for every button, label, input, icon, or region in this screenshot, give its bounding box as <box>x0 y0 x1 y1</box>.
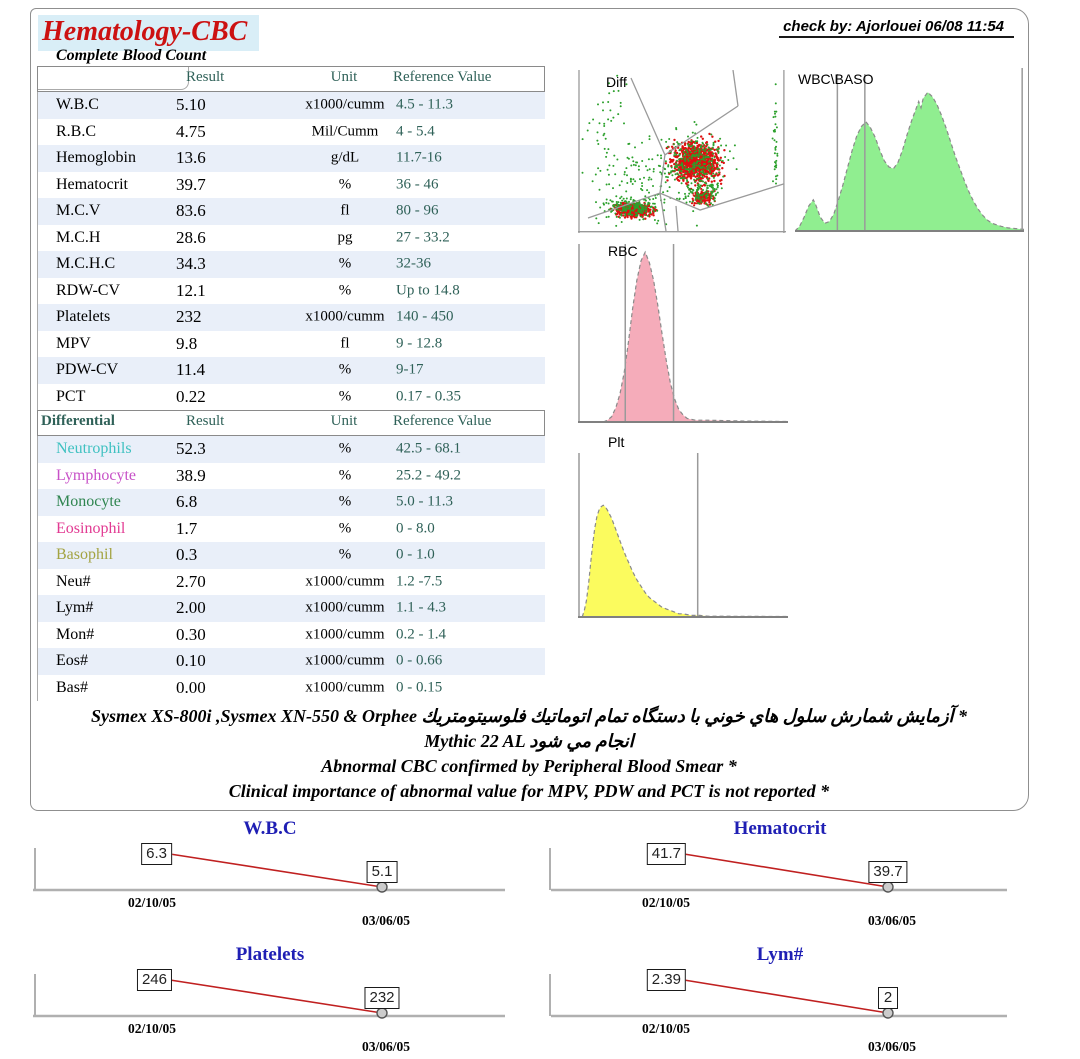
table-row <box>38 384 545 411</box>
diff-scattergram-svg <box>578 70 786 233</box>
table-row <box>38 569 545 596</box>
test-name: Platelets <box>56 308 111 326</box>
test-unit: % <box>338 520 352 537</box>
wbc-hist-svg <box>795 66 1024 233</box>
trend-title: Hematocrit <box>733 818 827 839</box>
table-row <box>38 251 545 278</box>
column-header-result: Result <box>186 413 225 429</box>
trend-chart-lym <box>545 944 1015 1058</box>
test-result: 1.7 <box>176 518 198 538</box>
test-name: Monocyte <box>56 493 121 511</box>
test-name: Eos# <box>56 652 88 670</box>
table-row <box>38 119 545 146</box>
table-row <box>38 145 545 172</box>
footnote-clinical: Clinical importance of abnormal value for MPV, PDW and PCT is not reported * <box>228 781 830 801</box>
footnote-instrument-fa2: Mythic 22 AL انجام مي شود <box>424 731 634 751</box>
test-reference: 32-36 <box>396 255 431 272</box>
test-name: RDW-CV <box>56 281 120 299</box>
test-reference: 0 - 0.15 <box>396 679 443 696</box>
page-title: Hematology-CBC <box>38 15 259 51</box>
column-header-result: Result <box>186 69 225 85</box>
table-row <box>38 172 545 199</box>
test-unit: x1000/cumm <box>305 308 385 325</box>
footnote-instrument-fa: * آزمايش شمارش سلول هاي خوني با دستگاه تمام اتوماتيك فلوسيتومتريك Sysmex XS-800i ,Sysmex XN-550 & Orphee <box>90 706 968 726</box>
report-subtitle: Complete Blood Count <box>56 47 207 64</box>
test-reference: 27 - 33.2 <box>396 229 450 246</box>
test-unit: % <box>338 440 352 457</box>
check-by-signature: check by: Ajorlouei 06/08 11:54 <box>779 18 1014 38</box>
test-name: Mon# <box>56 625 95 643</box>
table-row <box>38 357 545 384</box>
test-result: 0.22 <box>176 386 206 406</box>
test-unit: Mil/Cumm <box>311 123 379 140</box>
test-reference: 0.17 - 0.35 <box>396 388 461 405</box>
test-name: Eosinophil <box>56 519 126 537</box>
trend-chart-hematocrit <box>545 818 1015 930</box>
test-result: 232 <box>176 307 202 327</box>
table-row <box>38 225 545 252</box>
value-box-current: 2 <box>878 987 898 1009</box>
test-result: 0.30 <box>176 624 206 644</box>
table-row <box>38 331 545 358</box>
test-result: 0.00 <box>176 677 206 697</box>
rbc-label: RBC <box>608 243 638 259</box>
test-name: W.B.C <box>56 96 99 114</box>
test-result: 2.70 <box>176 571 206 591</box>
test-unit: x1000/cumm <box>305 96 385 113</box>
test-unit: % <box>338 255 352 272</box>
test-reference: 25.2 - 49.2 <box>396 467 461 484</box>
test-result: 34.3 <box>176 254 206 274</box>
diff-scattergram <box>578 70 786 233</box>
test-result: 0.3 <box>176 545 198 565</box>
table-row <box>38 489 545 516</box>
test-reference: 0 - 0.66 <box>396 652 443 669</box>
test-unit: % <box>338 388 352 405</box>
test-result: 2.00 <box>176 598 206 618</box>
test-result: 9.8 <box>176 333 198 353</box>
section-label-differential: Differential <box>41 413 115 429</box>
cbc-table-body <box>37 92 545 410</box>
test-name: R.B.C <box>56 122 97 140</box>
test-name: Hematocrit <box>56 175 128 193</box>
column-header-reference: Reference Value <box>393 69 492 85</box>
test-reference: 0.2 - 1.4 <box>396 626 446 643</box>
table-row <box>38 463 545 490</box>
test-reference: 0 - 8.0 <box>396 520 435 537</box>
test-result: 0.10 <box>176 651 206 671</box>
trend-title: Lym# <box>756 944 804 965</box>
trend-date-2: 03/06/05 <box>361 913 411 928</box>
test-name: PDW-CV <box>56 361 119 379</box>
test-reference: 140 - 450 <box>396 308 454 325</box>
test-unit: % <box>338 467 352 484</box>
differential-table-header <box>37 410 545 436</box>
table-row <box>38 595 545 622</box>
test-name: Neutrophils <box>56 440 132 458</box>
trend-date-2: 03/06/05 <box>867 913 917 928</box>
test-unit: x1000/cumm <box>305 679 385 696</box>
test-reference: 11.7-16 <box>396 149 442 166</box>
value-box-previous: 2.39 <box>647 969 686 991</box>
test-name: PCT <box>56 387 86 405</box>
cbc-table-header <box>37 66 545 92</box>
scattergram-label: Diff <box>606 74 627 90</box>
test-result: 28.6 <box>176 227 206 247</box>
test-unit: % <box>338 361 352 378</box>
table-row <box>38 92 545 119</box>
test-name: Lym# <box>56 599 94 617</box>
test-reference: 9-17 <box>396 361 424 378</box>
trend-title: W.B.C <box>243 818 297 839</box>
table-row <box>38 648 545 675</box>
test-unit: g/dL <box>330 149 360 166</box>
trend-chart-wbc <box>27 818 513 930</box>
test-reference: 80 - 96 <box>396 202 439 219</box>
test-result: 5.10 <box>176 95 206 115</box>
test-unit: x1000/cumm <box>305 652 385 669</box>
test-result: 11.4 <box>176 360 206 380</box>
test-reference: 1.2 -7.5 <box>396 573 443 590</box>
value-box-current: 39.7 <box>868 861 907 883</box>
test-name: M.C.H.C <box>56 255 116 273</box>
test-result: 52.3 <box>176 439 206 459</box>
test-result: 39.7 <box>176 174 206 194</box>
test-result: 6.8 <box>176 492 198 512</box>
trend-date-1: 02/10/05 <box>127 1021 177 1036</box>
table-row <box>38 542 545 569</box>
test-result: 12.1 <box>176 280 206 300</box>
test-reference: 9 - 12.8 <box>396 335 443 352</box>
trend-date-1: 02/10/05 <box>127 895 177 910</box>
test-reference: 4.5 - 11.3 <box>396 96 453 113</box>
trend-date-1: 02/10/05 <box>641 895 691 910</box>
rbc-histogram <box>578 242 788 424</box>
test-result: 38.9 <box>176 465 206 485</box>
trend0-svg <box>27 818 513 928</box>
trend3-svg <box>545 944 1015 1054</box>
test-unit: % <box>338 282 352 299</box>
test-name: Neu# <box>56 572 91 590</box>
header-name-cell <box>38 67 189 90</box>
test-name: Hemoglobin <box>56 149 136 167</box>
test-name: Basophil <box>56 546 113 564</box>
test-reference: 42.5 - 68.1 <box>396 440 461 457</box>
test-reference: 0 - 1.0 <box>396 546 435 563</box>
test-unit: fl <box>340 202 350 219</box>
trend-date-1: 02/10/05 <box>641 1021 691 1036</box>
test-name: M.C.H <box>56 228 101 246</box>
test-name: Lymphocyte <box>56 466 136 484</box>
test-name: M.C.V <box>56 202 101 220</box>
rbc-hist-svg <box>578 242 788 424</box>
test-reference: 36 - 46 <box>396 176 439 193</box>
differential-table-body <box>37 436 545 701</box>
wbc-baso-label: WBC\BASO <box>798 71 874 87</box>
value-box-previous: 6.3 <box>141 843 172 865</box>
test-reference: Up to 14.8 <box>396 282 460 299</box>
trend-date-2: 03/06/05 <box>867 1039 917 1054</box>
footnotes <box>45 704 1013 804</box>
table-row <box>38 198 545 225</box>
value-box-previous: 246 <box>137 969 172 991</box>
test-unit: fl <box>340 335 350 352</box>
value-box-current: 232 <box>364 987 399 1009</box>
cbc-table <box>37 66 545 701</box>
table-row <box>38 622 545 649</box>
test-unit: pg <box>337 229 353 246</box>
column-header-unit: Unit <box>330 413 358 429</box>
test-result: 4.75 <box>176 121 206 141</box>
test-name: Bas# <box>56 678 88 696</box>
test-result: 83.6 <box>176 201 206 221</box>
table-row <box>38 516 545 543</box>
plt-hist-svg <box>578 437 788 619</box>
plt-label: Plt <box>608 434 625 450</box>
table-row <box>38 436 545 463</box>
table-row <box>38 278 545 305</box>
test-unit: x1000/cumm <box>305 599 385 616</box>
test-reference: 4 - 5.4 <box>396 123 435 140</box>
trend-title: Platelets <box>235 944 305 965</box>
wbc-baso-histogram <box>795 66 1024 233</box>
test-reference: 5.0 - 11.3 <box>396 493 453 510</box>
test-name: MPV <box>56 334 91 352</box>
value-box-previous: 41.7 <box>647 843 686 865</box>
footnote-smear: Abnormal CBC confirmed by Peripheral Blood Smear * <box>321 756 737 776</box>
table-row <box>38 675 545 702</box>
plt-histogram <box>578 437 788 619</box>
column-header-unit: Unit <box>330 69 358 85</box>
table-row <box>38 304 545 331</box>
value-box-current: 5.1 <box>367 861 398 883</box>
trend1-svg <box>545 818 1015 928</box>
trend2-svg <box>27 944 513 1054</box>
test-reference: 1.1 - 4.3 <box>396 599 446 616</box>
test-result: 13.6 <box>176 148 206 168</box>
test-unit: % <box>338 493 352 510</box>
column-header-reference: Reference Value <box>393 413 492 429</box>
test-unit: % <box>338 176 352 193</box>
test-unit: % <box>338 546 352 563</box>
trend-date-2: 03/06/05 <box>361 1039 411 1054</box>
trend-chart-platelets <box>27 944 513 1058</box>
test-unit: x1000/cumm <box>305 626 385 643</box>
test-unit: x1000/cumm <box>305 573 385 590</box>
